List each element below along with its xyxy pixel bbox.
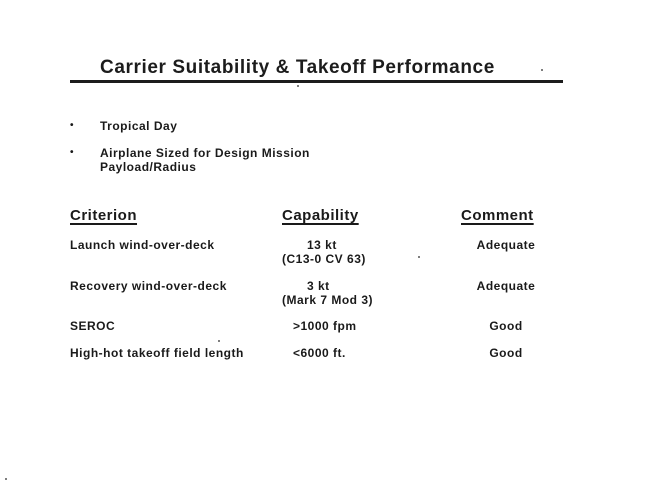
title-underline	[70, 80, 563, 83]
comment-cell: Good	[489, 346, 523, 360]
bullet-icon: •	[70, 120, 75, 131]
bullet-list	[70, 119, 470, 187]
comment-cell: Adequate	[476, 238, 536, 252]
criterion-cell: Launch wind-over-deck	[70, 238, 215, 252]
bullet-text-continued: Payload/Radius	[100, 160, 197, 174]
capability-cell	[282, 279, 432, 307]
capability-detail: (C13-0 CV 63)	[282, 252, 366, 266]
comment-cell: Adequate	[476, 279, 536, 293]
column-header-comment: Comment	[461, 207, 534, 224]
page-title: Carrier Suitability & Takeoff Performance	[100, 57, 495, 78]
scan-speck	[418, 256, 420, 258]
criterion-cell: High-hot takeoff field length	[70, 346, 244, 360]
capability-value: >1000 fpm	[293, 319, 357, 333]
column-header-criterion: Criterion	[70, 207, 138, 224]
capability-detail: (Mark 7 Mod 3)	[282, 293, 374, 307]
bullet-item-tropical-day	[70, 119, 470, 133]
bullet-text: Tropical Day	[100, 119, 178, 133]
criterion-cell: Recovery wind-over-deck	[70, 279, 227, 293]
capability-value: <6000 ft.	[293, 346, 346, 360]
capability-value: 13 kt	[307, 238, 337, 252]
comment-cell: Good	[489, 319, 523, 333]
bullet-icon: •	[70, 147, 75, 158]
scan-speck	[218, 340, 220, 342]
scan-speck	[541, 69, 543, 71]
bullet-text: Airplane Sized for Design Mission	[100, 146, 310, 160]
scan-speck	[5, 478, 7, 480]
capability-value: 3 kt	[307, 279, 330, 293]
column-header-capability: Capability	[282, 207, 359, 224]
scan-speck	[297, 85, 299, 87]
capability-cell	[282, 238, 432, 266]
bullet-item-airplane-sized	[70, 146, 470, 174]
capability-cell	[282, 346, 432, 360]
criterion-cell: SEROC	[70, 319, 116, 333]
capability-cell	[282, 319, 432, 333]
